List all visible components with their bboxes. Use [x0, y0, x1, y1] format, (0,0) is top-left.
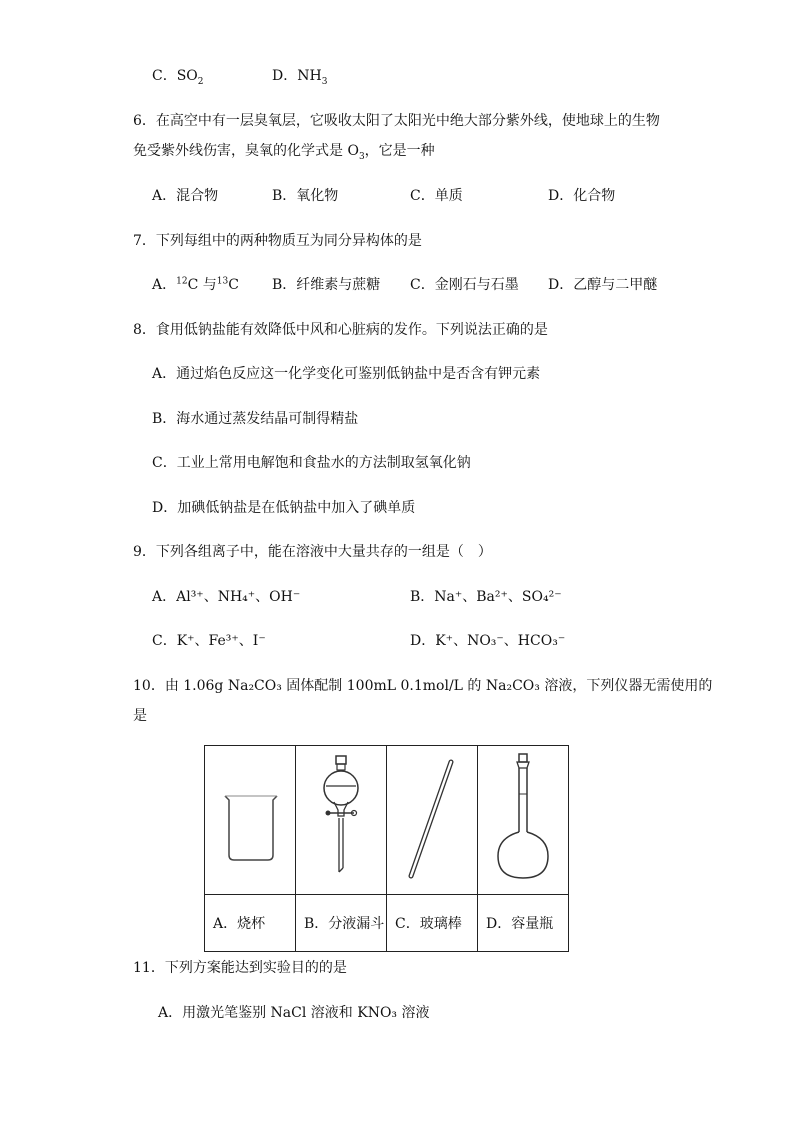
- q5-option-c: C．$SO_2$: [152, 68, 204, 87]
- q7-option-b: B．纤维素与蔗糖: [272, 277, 381, 293]
- q8-option-c: C．工业上常用电解饱和食盐水的方法制取氢氧化钠: [152, 455, 471, 471]
- q7-option-d: D．乙醇与二甲醚: [548, 277, 658, 293]
- q6-option-a: A．混合物: [152, 188, 219, 204]
- q9-option-d: D．K⁺、NO₃⁻、HCO₃⁻: [410, 633, 566, 649]
- q7-stem: 7．下列每组中的两种物质互为同分异构体的是: [133, 233, 422, 249]
- q7-option-c: C．金刚石与石墨: [410, 277, 519, 293]
- q9-option-a: A．Al³⁺、NH₄⁺、OH⁻: [152, 589, 301, 605]
- q8-stem: 8．食用低钠盐能有效降低中风和心脏病的发作。下列说法正确的是: [133, 322, 548, 338]
- q6-stem-line1: 6．在高空中有一层臭氧层，它吸收太阳了太阳光中绝大部分紫外线，使地球上的生物: [133, 113, 660, 129]
- apparatus-label-d: D．容量瓶: [478, 895, 569, 952]
- beaker-icon: [215, 760, 285, 880]
- volumetric-flask-cell: [478, 746, 569, 895]
- q6-option-d: D．化合物: [548, 188, 616, 204]
- q11-stem: 11．下列方案能达到实验目的的是: [133, 960, 347, 976]
- q11-option-a: A．用激光笔鉴别 NaCl 溶液和 KNO₃ 溶液: [158, 1005, 430, 1021]
- q5-option-d: D．$NH_3$: [272, 68, 328, 87]
- q9-stem: 9．下列各组离子中，能在溶液中大量共存的一组是（ ）: [133, 544, 492, 560]
- q10-stem-line2: 是: [133, 708, 147, 724]
- glass-rod-icon: [397, 750, 467, 890]
- q6-option-c: C．单质: [410, 188, 463, 204]
- glass-rod-cell: [387, 746, 478, 895]
- beaker-cell: [205, 746, 296, 895]
- apparatus-table: [204, 745, 569, 952]
- q9-option-b: B．Na⁺、Ba²⁺、SO₄²⁻: [410, 589, 562, 605]
- q8-option-a: A．通过焰色反应这一化学变化可鉴别低钠盐中是否含有钾元素: [152, 366, 541, 382]
- separatory-funnel-icon: [306, 750, 376, 890]
- apparatus-label-b: B．分液漏斗: [296, 895, 387, 952]
- apparatus-label-c: C．玻璃棒: [387, 895, 478, 952]
- q9-option-c: C．K⁺、Fe³⁺、I⁻: [152, 633, 266, 649]
- q10-stem-line1: 10．由 1.06g Na₂CO₃ 固体配制 100mL 0.1mol/L 的 Na₂CO₃ 溶液，下列仪器无需使用的: [133, 678, 713, 694]
- q6-stem-line2: 免受紫外线伤害，臭氧的化学式是 $O_3$，它是一种: [133, 143, 435, 162]
- q6-option-b: B．氧化物: [272, 188, 339, 204]
- separatory-funnel-cell: [296, 746, 387, 895]
- q8-option-b: B．海水通过蒸发结晶可制得精盐: [152, 411, 359, 427]
- apparatus-label-a: A．烧杯: [205, 895, 296, 952]
- volumetric-flask-icon: [488, 750, 558, 890]
- q7-option-a: A．$^{12}$C 与$^{13}$C: [152, 276, 239, 293]
- q8-option-d: D．加碘低钠盐是在低钠盐中加入了碘单质: [152, 500, 416, 516]
